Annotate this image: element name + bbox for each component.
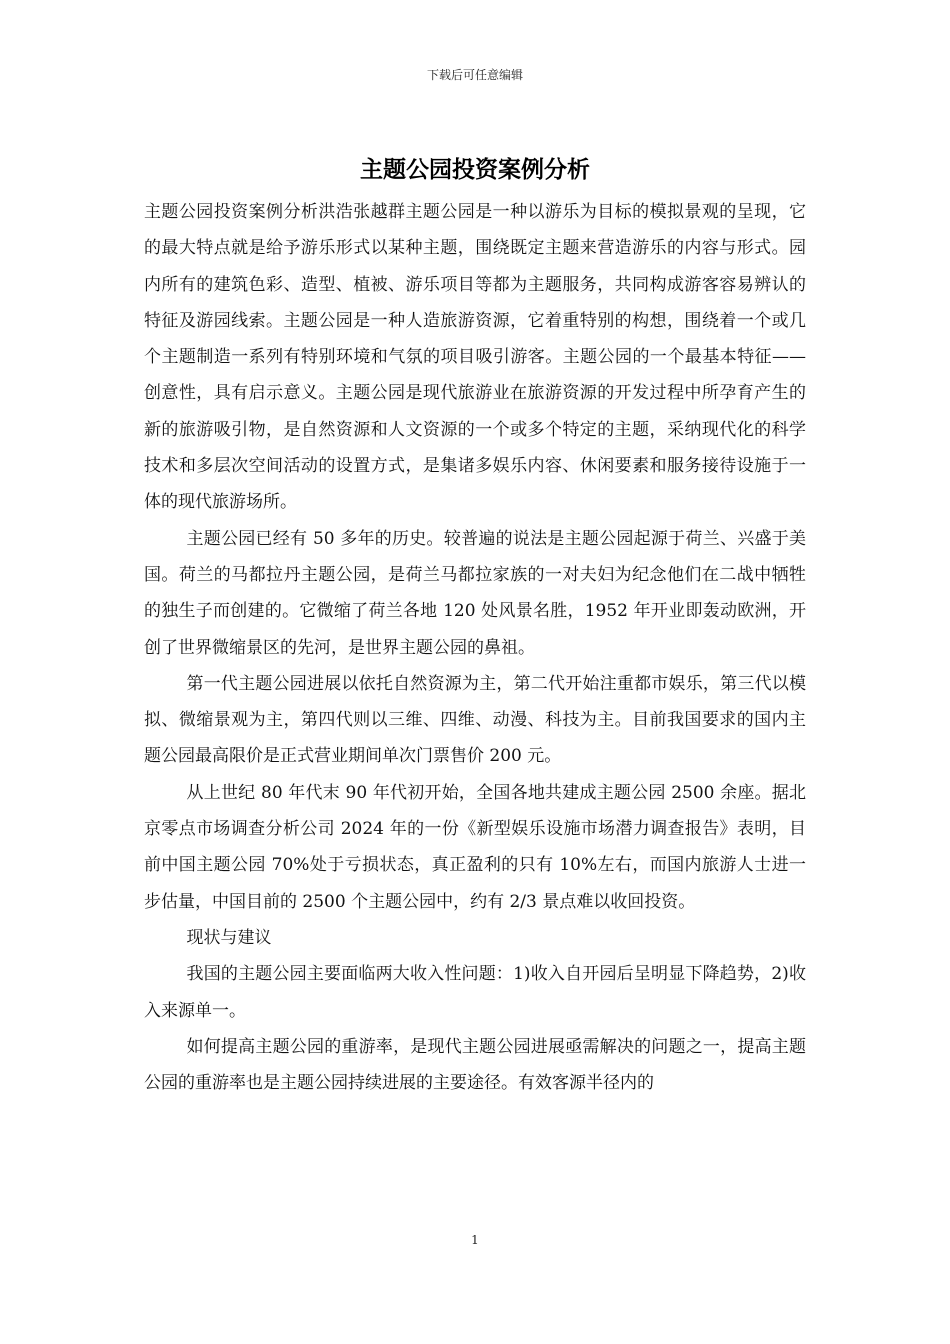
paragraph-generations: 第一代主题公园进展以依托自然资源为主，第二代开始注重都市娱乐，第三代以模拟、微缩景观为主，第四代则以三维、四维、动漫、科技为主。目前我国要求的国内主题公园最高限价是正式营业期间单次门票售价 200 元。 bbox=[144, 673, 806, 767]
paragraph-statistics: 从上世纪 80 年代末 90 年代初开始，全国各地共建成主题公园 2500 余座。据北京零点市场调查分析公司 2024 年的一份《新型娱乐设施市场潜力调查报告》表明，目前中国主题公园 70%处于亏损状态，真正盈利的只有 10%左右，而国内旅游人士进一步估量，中国目前的 2500 个主题公园中，约有 2/3 景点难以收回投资。 bbox=[144, 782, 806, 912]
paragraph-revisit-rate: 如何提高主题公园的重游率，是现代主题公园进展亟需解决的问题之一，提高主题公园的重游率也是主题公园持续进展的主要途径。有效客源半径内的 bbox=[144, 1036, 806, 1094]
paragraph-history: 主题公园已经有 50 多年的历史。较普遍的说法是主题公园起源于荷兰、兴盛于美国。荷兰的马都拉丹主题公园，是荷兰马都拉家族的一对夫妇为纪念他们在二战中牺牲的独生子而创建的。它微缩了荷兰各地 120 处风景名胜，1952 年开业即轰动欧洲，开创了世界微缩景区的先河，是世界主题公园的鼻祖。 bbox=[144, 528, 806, 658]
document-body bbox=[144, 194, 806, 1101]
page-number: 1 bbox=[471, 1233, 479, 1247]
paragraph-intro: 主题公园投资案例分析洪浩张越群主题公园是一种以游乐为目标的模拟景观的呈现，它的最大特点就是给予游乐形式以某种主题，围绕既定主题来营造游乐的内容与形式。园内所有的建筑色彩、造型、植被、游乐项目等都为主题服务，共同构成游客容易辨认的特征及游园线索。主题公园是一种人造旅游资源，它着重特别的构想，围绕着一个或几个主题制造一系列有特别环境和气氛的项目吸引游客。主题公园的一个最基本特征——创意性，具有启示意义。主题公园是现代旅游业在旅游资源的开发过程中所孕育产生的新的旅游吸引物，是自然资源和人文资源的一个或多个特定的主题，采纳现代化的科学技术和多层次空间活动的设置方式，是集诸多娱乐内容、休闲要素和服务接待设施于一体的现代旅游场所。 bbox=[144, 202, 806, 513]
section-heading-status: 现状与建议 bbox=[186, 927, 272, 948]
paragraph-revenue-issues: 我国的主题公园主要面临两大收入性问题：1)收入自开园后呈明显下降趋势，2)收入来源单一。 bbox=[144, 964, 806, 1021]
header-note: 下载后可任意编辑 bbox=[426, 68, 523, 82]
document-title: 主题公园投资案例分析 bbox=[360, 156, 590, 183]
